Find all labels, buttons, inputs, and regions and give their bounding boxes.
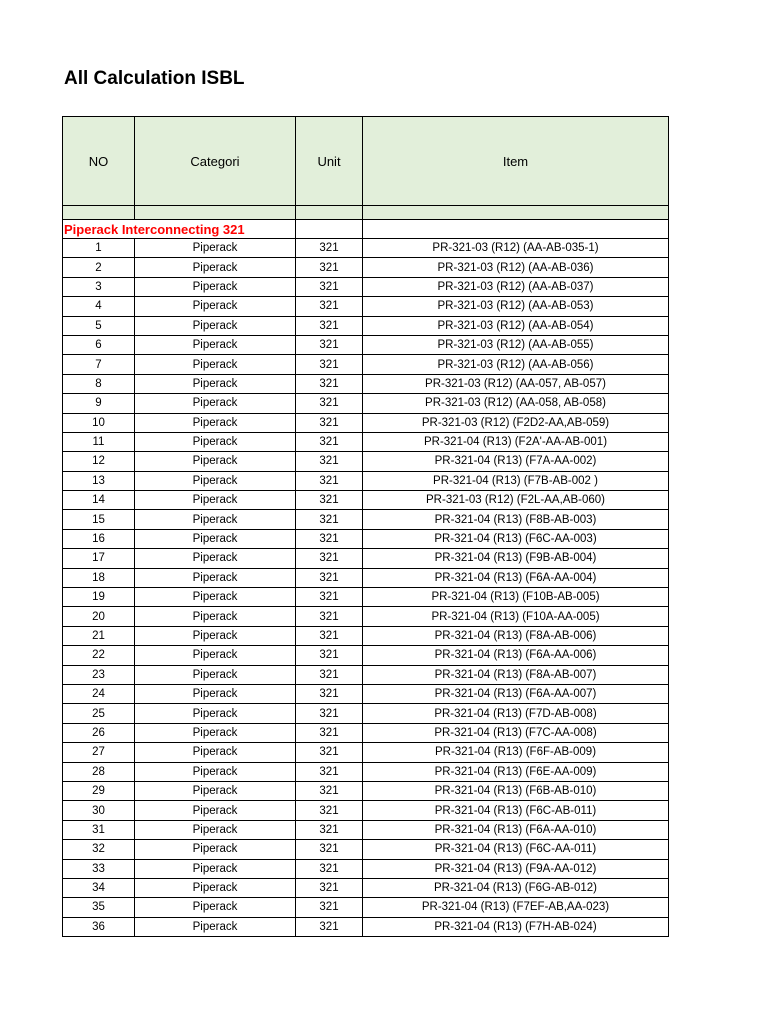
table-row xyxy=(63,723,669,742)
table-row xyxy=(63,258,669,277)
row-category-cell[interactable]: Piperack xyxy=(135,413,296,432)
row-no-cell[interactable]: 10 xyxy=(63,413,135,432)
header-unit[interactable]: Unit xyxy=(296,117,363,206)
row-item-cell[interactable]: PR-321-04 (R13) (F6E-AA-009) xyxy=(363,762,669,781)
row-item-cell[interactable]: PR-321-04 (R13) (F10A-AA-005) xyxy=(363,607,669,626)
table-row xyxy=(63,917,669,936)
table-row xyxy=(63,684,669,703)
table-row xyxy=(63,878,669,897)
row-category-cell[interactable]: Piperack xyxy=(135,239,296,258)
table-row xyxy=(63,297,669,316)
row-item-cell[interactable]: PR-321-04 (R13) (F7B-AB-002 ) xyxy=(363,471,669,490)
row-unit-cell[interactable]: 321 xyxy=(296,588,363,607)
table-row xyxy=(63,432,669,451)
table-row xyxy=(63,607,669,626)
row-no-cell[interactable]: 29 xyxy=(63,781,135,800)
row-no-cell[interactable]: 2 xyxy=(63,258,135,277)
row-item-cell[interactable]: PR-321-03 (R12) (AA-AB-054) xyxy=(363,316,669,335)
row-category-cell[interactable]: Piperack xyxy=(135,684,296,703)
row-no-cell[interactable]: 13 xyxy=(63,471,135,490)
header-no[interactable]: NO xyxy=(63,117,135,206)
row-no-cell[interactable]: 15 xyxy=(63,510,135,529)
row-unit-cell[interactable]: 321 xyxy=(296,801,363,820)
row-category-cell[interactable]: Piperack xyxy=(135,801,296,820)
header-spacer-row xyxy=(63,206,669,220)
table-row xyxy=(63,781,669,800)
table-header-row xyxy=(63,117,669,206)
row-no-cell[interactable]: 16 xyxy=(63,529,135,548)
row-unit-cell[interactable]: 321 xyxy=(296,684,363,703)
row-category-cell[interactable]: Piperack xyxy=(135,859,296,878)
table-row xyxy=(63,374,669,393)
row-no-cell[interactable]: 12 xyxy=(63,452,135,471)
row-unit-cell[interactable]: 321 xyxy=(296,781,363,800)
row-item-cell[interactable]: PR-321-04 (R13) (F8B-AB-003) xyxy=(363,510,669,529)
row-no-cell[interactable]: 33 xyxy=(63,859,135,878)
row-unit-cell[interactable]: 321 xyxy=(296,723,363,742)
table-row xyxy=(63,413,669,432)
row-unit-cell[interactable]: 321 xyxy=(296,607,363,626)
row-item-cell[interactable]: PR-321-04 (R13) (F6G-AB-012) xyxy=(363,878,669,897)
row-unit-cell[interactable]: 321 xyxy=(296,471,363,490)
row-item-cell[interactable]: PR-321-04 (R13) (F8A-AB-006) xyxy=(363,626,669,645)
table-row xyxy=(63,471,669,490)
row-unit-cell[interactable]: 321 xyxy=(296,762,363,781)
row-category-cell[interactable]: Piperack xyxy=(135,917,296,936)
row-unit-cell[interactable]: 321 xyxy=(296,704,363,723)
row-no-cell[interactable]: 30 xyxy=(63,801,135,820)
row-category-cell[interactable]: Piperack xyxy=(135,374,296,393)
row-item-cell[interactable]: PR-321-04 (R13) (F6F-AB-009) xyxy=(363,743,669,762)
row-category-cell[interactable]: Piperack xyxy=(135,471,296,490)
row-category-cell[interactable]: Piperack xyxy=(135,258,296,277)
row-no-cell[interactable]: 21 xyxy=(63,626,135,645)
row-unit-cell[interactable]: 321 xyxy=(296,316,363,335)
row-unit-cell[interactable]: 321 xyxy=(296,277,363,296)
table-row xyxy=(63,316,669,335)
row-no-cell[interactable]: 32 xyxy=(63,840,135,859)
row-category-cell[interactable]: Piperack xyxy=(135,626,296,645)
row-item-cell[interactable]: PR-321-03 (R12) (F2D2-AA,AB-059) xyxy=(363,413,669,432)
row-unit-cell[interactable]: 321 xyxy=(296,297,363,316)
row-unit-cell[interactable]: 321 xyxy=(296,898,363,917)
row-unit-cell[interactable]: 321 xyxy=(296,568,363,587)
row-item-cell[interactable]: PR-321-04 (R13) (F10B-AB-005) xyxy=(363,588,669,607)
row-item-cell[interactable]: PR-321-04 (R13) (F7H-AB-024) xyxy=(363,917,669,936)
row-no-cell[interactable]: 9 xyxy=(63,394,135,413)
row-item-cell[interactable]: PR-321-04 (R13) (F6A-AA-010) xyxy=(363,820,669,839)
row-item-cell[interactable]: PR-321-03 (R12) (AA-AB-037) xyxy=(363,277,669,296)
table-row xyxy=(63,588,669,607)
row-category-cell[interactable]: Piperack xyxy=(135,898,296,917)
table-row xyxy=(63,626,669,645)
table-row xyxy=(63,529,669,548)
row-category-cell[interactable]: Piperack xyxy=(135,297,296,316)
row-no-cell[interactable]: 19 xyxy=(63,588,135,607)
row-unit-cell[interactable]: 321 xyxy=(296,878,363,897)
row-category-cell[interactable]: Piperack xyxy=(135,723,296,742)
row-item-cell[interactable]: PR-321-03 (R12) (AA-AB-036) xyxy=(363,258,669,277)
table-row xyxy=(63,840,669,859)
row-unit-cell[interactable]: 321 xyxy=(296,239,363,258)
section-empty-cell[interactable] xyxy=(363,220,669,239)
row-item-cell[interactable]: PR-321-04 (R13) (F7D-AB-008) xyxy=(363,704,669,723)
table-row xyxy=(63,277,669,296)
table-row xyxy=(63,549,669,568)
section-title-cell[interactable] xyxy=(63,220,296,239)
table-row xyxy=(63,801,669,820)
spacer-cell[interactable] xyxy=(363,206,669,220)
row-category-cell[interactable]: Piperack xyxy=(135,335,296,354)
row-unit-cell[interactable]: 321 xyxy=(296,840,363,859)
row-no-cell[interactable]: 36 xyxy=(63,917,135,936)
row-unit-cell[interactable]: 321 xyxy=(296,432,363,451)
row-no-cell[interactable]: 34 xyxy=(63,878,135,897)
row-unit-cell[interactable]: 321 xyxy=(296,452,363,471)
row-item-cell[interactable]: PR-321-03 (R12) (AA-AB-055) xyxy=(363,335,669,354)
row-item-cell[interactable]: PR-321-03 (R12) (AA-AB-053) xyxy=(363,297,669,316)
row-no-cell[interactable]: 18 xyxy=(63,568,135,587)
row-category-cell[interactable]: Piperack xyxy=(135,432,296,451)
row-no-cell[interactable]: 25 xyxy=(63,704,135,723)
table-row xyxy=(63,510,669,529)
row-category-cell[interactable]: Piperack xyxy=(135,878,296,897)
row-unit-cell[interactable]: 321 xyxy=(296,820,363,839)
table-row xyxy=(63,859,669,878)
row-item-cell[interactable]: PR-321-04 (R13) (F2A'-AA-AB-001) xyxy=(363,432,669,451)
row-category-cell[interactable]: Piperack xyxy=(135,316,296,335)
row-no-cell[interactable]: 3 xyxy=(63,277,135,296)
row-item-cell[interactable]: PR-321-04 (R13) (F6A-AA-007) xyxy=(363,684,669,703)
row-unit-cell[interactable]: 321 xyxy=(296,510,363,529)
row-item-cell[interactable]: PR-321-04 (R13) (F6C-AB-011) xyxy=(363,801,669,820)
row-item-cell[interactable]: PR-321-04 (R13) (F9A-AA-012) xyxy=(363,859,669,878)
row-item-cell[interactable]: PR-321-04 (R13) (F9B-AB-004) xyxy=(363,549,669,568)
row-unit-cell[interactable]: 321 xyxy=(296,743,363,762)
row-no-cell[interactable]: 20 xyxy=(63,607,135,626)
table-row xyxy=(63,568,669,587)
spacer-cell[interactable] xyxy=(135,206,296,220)
row-category-cell[interactable]: Piperack xyxy=(135,452,296,471)
row-item-cell[interactable]: PR-321-03 (R12) (AA-AB-056) xyxy=(363,355,669,374)
row-category-cell[interactable]: Piperack xyxy=(135,588,296,607)
row-no-cell[interactable]: 27 xyxy=(63,743,135,762)
row-item-cell[interactable]: PR-321-03 (R12) (AA-058, AB-058) xyxy=(363,394,669,413)
row-category-cell[interactable]: Piperack xyxy=(135,568,296,587)
row-category-cell[interactable]: Piperack xyxy=(135,394,296,413)
row-category-cell[interactable]: Piperack xyxy=(135,665,296,684)
row-item-cell[interactable]: PR-321-04 (R13) (F6C-AA-003) xyxy=(363,529,669,548)
row-unit-cell[interactable]: 321 xyxy=(296,491,363,510)
row-category-cell[interactable]: Piperack xyxy=(135,762,296,781)
row-item-cell[interactable]: PR-321-04 (R13) (F6B-AB-010) xyxy=(363,781,669,800)
table-row xyxy=(63,452,669,471)
table-row xyxy=(63,646,669,665)
row-no-cell[interactable]: 14 xyxy=(63,491,135,510)
row-unit-cell[interactable]: 321 xyxy=(296,646,363,665)
table-row xyxy=(63,820,669,839)
row-category-cell[interactable]: Piperack xyxy=(135,277,296,296)
row-category-cell[interactable]: Piperack xyxy=(135,743,296,762)
row-unit-cell[interactable]: 321 xyxy=(296,917,363,936)
row-category-cell[interactable]: Piperack xyxy=(135,704,296,723)
row-item-cell[interactable]: PR-321-04 (R13) (F6C-AA-011) xyxy=(363,840,669,859)
row-item-cell[interactable]: PR-321-03 (R12) (AA-057, AB-057) xyxy=(363,374,669,393)
row-unit-cell[interactable]: 321 xyxy=(296,665,363,684)
row-unit-cell[interactable]: 321 xyxy=(296,258,363,277)
row-unit-cell[interactable]: 321 xyxy=(296,626,363,645)
row-item-cell[interactable]: PR-321-03 (R12) (F2L-AA,AB-060) xyxy=(363,491,669,510)
table-row xyxy=(63,491,669,510)
row-item-cell[interactable]: PR-321-04 (R13) (F7A-AA-002) xyxy=(363,452,669,471)
header-category[interactable]: Categori xyxy=(135,117,296,206)
row-no-cell[interactable]: 28 xyxy=(63,762,135,781)
row-unit-cell[interactable]: 321 xyxy=(296,335,363,354)
table-row xyxy=(63,665,669,684)
row-category-cell[interactable]: Piperack xyxy=(135,491,296,510)
row-no-cell[interactable]: 8 xyxy=(63,374,135,393)
row-unit-cell[interactable]: 321 xyxy=(296,355,363,374)
row-no-cell[interactable]: 35 xyxy=(63,898,135,917)
row-category-cell[interactable]: Piperack xyxy=(135,355,296,374)
table-row xyxy=(63,762,669,781)
row-item-cell[interactable]: PR-321-04 (R13) (F6A-AA-006) xyxy=(363,646,669,665)
row-category-cell[interactable]: Piperack xyxy=(135,840,296,859)
row-no-cell[interactable]: 1 xyxy=(63,239,135,258)
table-row xyxy=(63,743,669,762)
row-no-cell[interactable]: 22 xyxy=(63,646,135,665)
table-row xyxy=(63,335,669,354)
table-row xyxy=(63,355,669,374)
table-row xyxy=(63,704,669,723)
header-item[interactable]: Item xyxy=(363,117,669,206)
row-no-cell[interactable]: 31 xyxy=(63,820,135,839)
row-no-cell[interactable]: 6 xyxy=(63,335,135,354)
row-item-cell[interactable]: PR-321-04 (R13) (F7EF-AB,AA-023) xyxy=(363,898,669,917)
row-category-cell[interactable]: Piperack xyxy=(135,549,296,568)
row-item-cell[interactable]: PR-321-04 (R13) (F7C-AA-008) xyxy=(363,723,669,742)
row-no-cell[interactable]: 23 xyxy=(63,665,135,684)
section-row xyxy=(63,220,669,239)
row-unit-cell[interactable]: 321 xyxy=(296,549,363,568)
row-no-cell[interactable]: 26 xyxy=(63,723,135,742)
row-unit-cell[interactable]: 321 xyxy=(296,413,363,432)
row-unit-cell[interactable]: 321 xyxy=(296,374,363,393)
row-no-cell[interactable]: 17 xyxy=(63,549,135,568)
row-item-cell[interactable]: PR-321-04 (R13) (F6A-AA-004) xyxy=(363,568,669,587)
row-item-cell[interactable]: PR-321-03 (R12) (AA-AB-035-1) xyxy=(363,239,669,258)
row-unit-cell[interactable]: 321 xyxy=(296,394,363,413)
row-category-cell[interactable]: Piperack xyxy=(135,820,296,839)
row-category-cell[interactable]: Piperack xyxy=(135,646,296,665)
row-category-cell[interactable]: Piperack xyxy=(135,607,296,626)
section-title: Piperack Interconnecting 321 xyxy=(64,221,245,237)
row-no-cell[interactable]: 11 xyxy=(63,432,135,451)
row-no-cell[interactable]: 4 xyxy=(63,297,135,316)
row-item-cell[interactable]: PR-321-04 (R13) (F8A-AB-007) xyxy=(363,665,669,684)
table-row xyxy=(63,898,669,917)
row-category-cell[interactable]: Piperack xyxy=(135,781,296,800)
page-title: All Calculation ISBL xyxy=(64,68,245,89)
row-unit-cell[interactable]: 321 xyxy=(296,529,363,548)
row-unit-cell[interactable]: 321 xyxy=(296,859,363,878)
row-no-cell[interactable]: 5 xyxy=(63,316,135,335)
section-empty-cell[interactable] xyxy=(296,220,363,239)
table-row xyxy=(63,239,669,258)
spacer-cell[interactable] xyxy=(63,206,135,220)
table-body xyxy=(63,239,669,937)
row-category-cell[interactable]: Piperack xyxy=(135,529,296,548)
row-no-cell[interactable]: 7 xyxy=(63,355,135,374)
row-category-cell[interactable]: Piperack xyxy=(135,510,296,529)
spacer-cell[interactable] xyxy=(296,206,363,220)
calculation-table xyxy=(62,116,669,937)
row-no-cell[interactable]: 24 xyxy=(63,684,135,703)
table-row xyxy=(63,394,669,413)
